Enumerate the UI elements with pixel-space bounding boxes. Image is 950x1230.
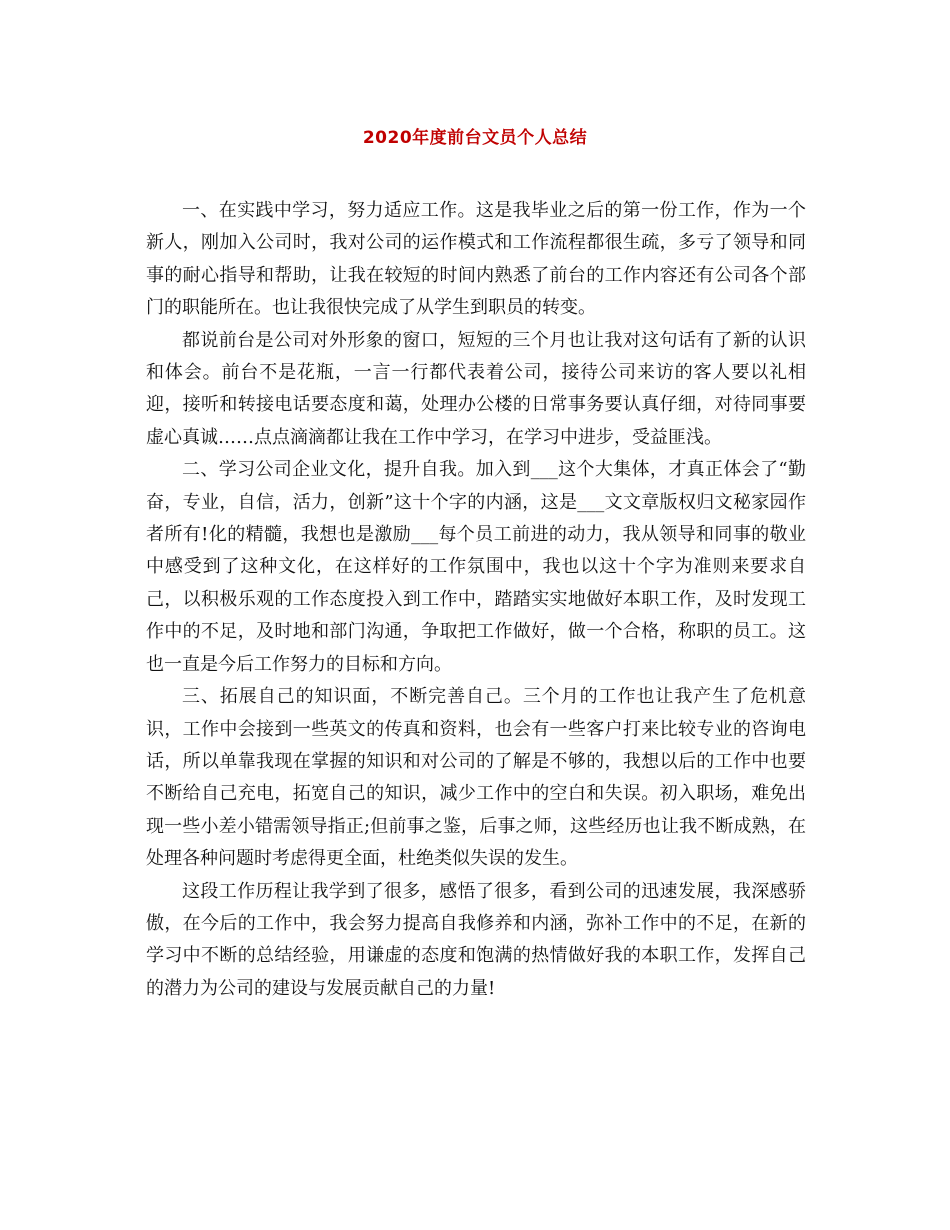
paragraph-3: 二、学习公司企业文化，提升自我。加入到___这个大集体，才真正体会了“勤奋，专业，自信，活力，创新”这十个字的内涵，这是___文文章版权归文秘家园作者所有!化的精髓，我想也是激励___每个员工前进的动力，我从领导和同事的敬业中感受到了这种文化，在这样好的工作氛围中，我也以这十个字为准则来要求自己，以积极乐观的工作态度投入到工作中，踏踏实实地做好本职工作，及时发现工作中的不足，及时地和部门沟通，争取把工作做好，做一个合格，称职的员工。这也一直是今后工作努力的目标和方向。 <box>146 459 806 675</box>
paragraph-1: 一、在实践中学习，努力适应工作。这是我毕业之后的第一份工作，作为一个新人，刚加入公司时，我对公司的运作模式和工作流程都很生疏，多亏了领导和同事的耐心指导和帮助，让我在较短的时间内熟悉了前台的工作内容还有公司各个部门的职能所在。也让我很快完成了从学生到职员的转变。 <box>146 200 806 319</box>
document-title: 2020年度前台文员个人总结 <box>362 128 588 148</box>
document-body <box>146 195 806 1005</box>
paragraph-4: 三、拓展自己的知识面，不断完善自己。三个月的工作也让我产生了危机意识，工作中会接到一些英文的传真和资料，也会有一些客户打来比较专业的咨询电话，所以单靠我现在掌握的知识和对公司的了解是不够的，我想以后的工作中也要不断给自己充电，拓宽自己的知识，减少工作中的空白和失误。初入职场，难免出现一些小差小错需领导指正;但前事之鉴，后事之师，这些经历也让我不断成熟，在处理各种问题时考虑得更全面，杜绝类似失误的发生。 <box>146 686 806 870</box>
paragraph-5: 这段工作历程让我学到了很多，感悟了很多，看到公司的迅速发展，我深感骄傲，在今后的工作中，我会努力提高自我修养和内涵，弥补工作中的不足，在新的学习中不断的总结经验，用谦虚的态度和饱满的热情做好我的本职工作，发挥自己的潜力为公司的建设与发展贡献自己的力量! <box>146 880 806 999</box>
paragraph-2: 都说前台是公司对外形象的窗口，短短的三个月也让我对这句话有了新的认识和体会。前台不是花瓶，一言一行都代表着公司，接待公司来访的客人要以礼相迎，接听和转接电话要态度和蔼，处理办公楼的日常事务要认真仔细，对待同事要虚心真诚……点点滴滴都让我在工作中学习，在学习中进步，受益匪浅。 <box>146 329 806 448</box>
